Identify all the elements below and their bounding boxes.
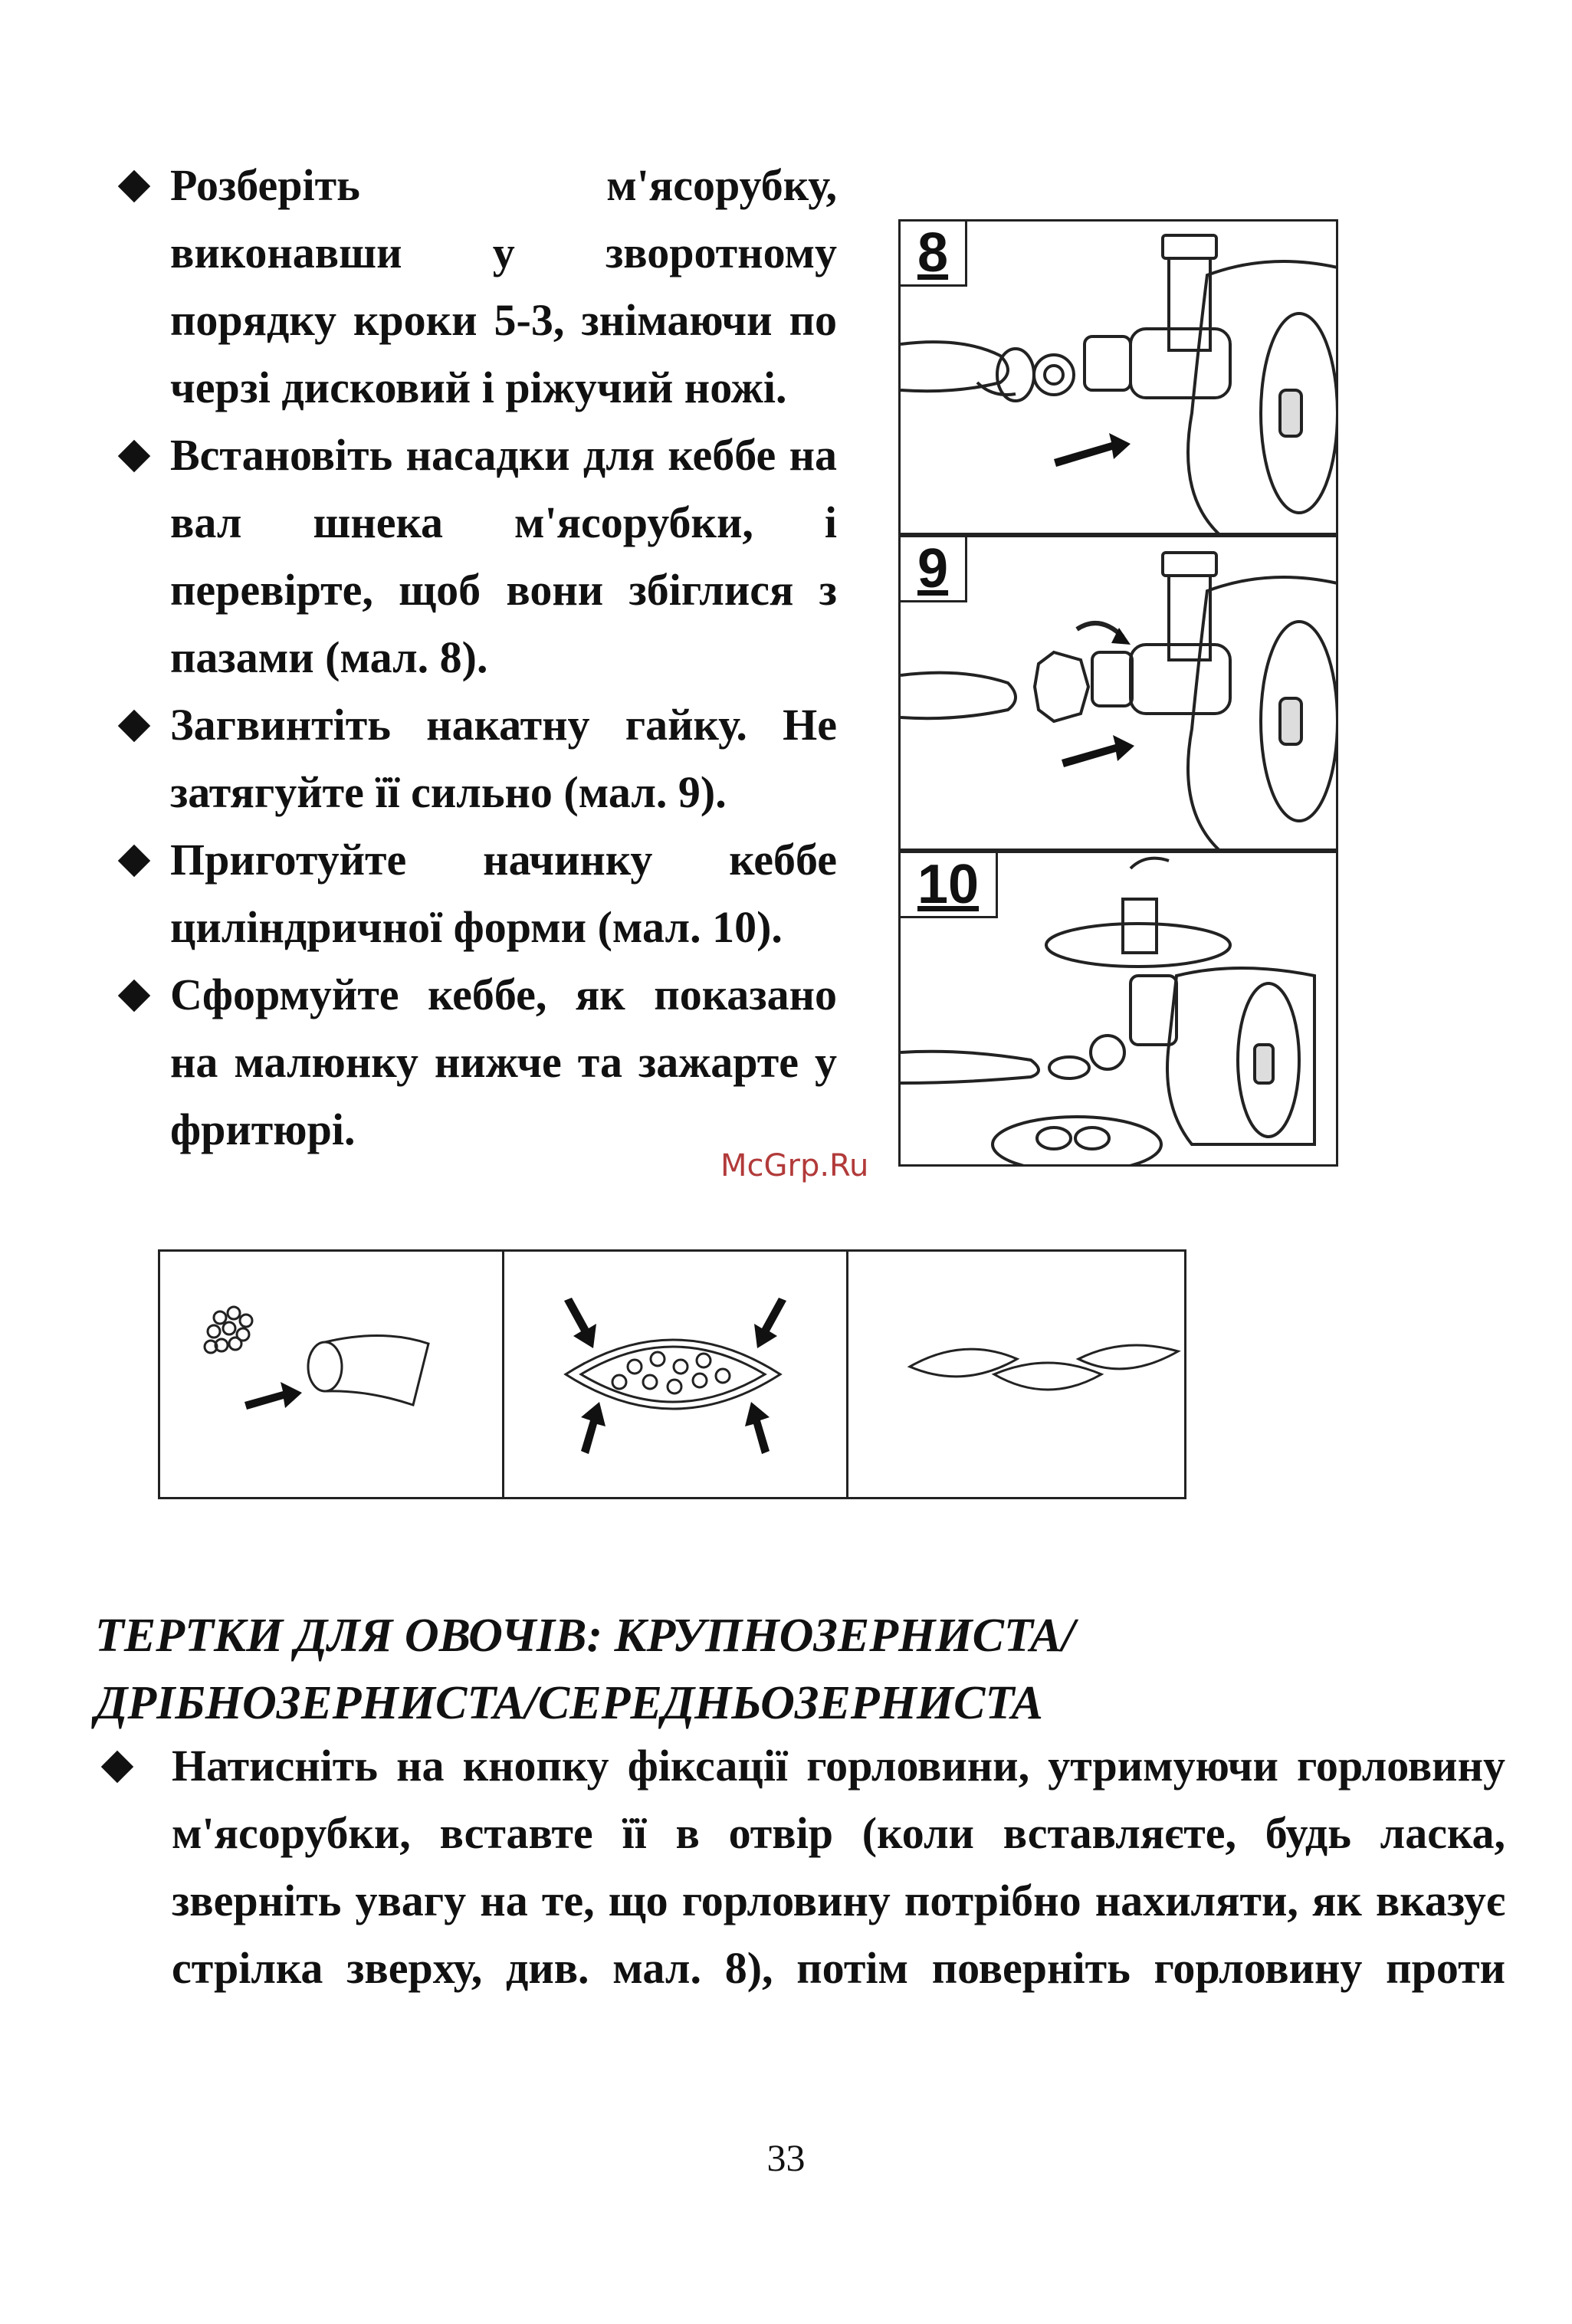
strip-cell bbox=[504, 1252, 848, 1497]
diamond-bullet-icon bbox=[118, 980, 150, 1012]
figure-number: 10 bbox=[901, 853, 998, 918]
list-item: Розберіть м'ясорубку, виконавши у зворотному порядку кроки 5-3, знімаючи по черзі дисковий і ріжучий ножі. bbox=[117, 152, 837, 422]
section-title: ТЕРТКИ ДЛЯ ОВОЧІВ: КРУПНОЗЕРНИСТА/ ДРІБНОЗЕРНИСТА/СЕРЕДНЬОЗЕРНИСТА bbox=[95, 1610, 1075, 1729]
diamond-bullet-icon bbox=[101, 1751, 133, 1783]
finished-kebbe-icon bbox=[848, 1252, 1190, 1497]
list-item: Сформуйте кеббе, як показано на малюнку нижче та зажарте у фритюрі. bbox=[117, 961, 837, 1164]
figure-10 bbox=[898, 851, 1338, 1167]
paragraph-text: Натисніть на кнопку фіксації горловини, утримуючи горловину м'ясорубки, вставте її в отвір (коли вставляєте, будь ласка, зверніть увагу на те, що горловину потрібно нахиляти, як вказує стрілка зверху, див. мал. 8), потім поверніть горловину проти bbox=[172, 1741, 1505, 1993]
kebbe-steps-strip bbox=[158, 1249, 1186, 1499]
figure-9 bbox=[898, 535, 1338, 851]
strip-cell bbox=[848, 1252, 1190, 1497]
figure-number: 9 bbox=[901, 537, 967, 602]
diamond-bullet-icon bbox=[118, 440, 150, 472]
list-item: Встановіть насадки для кеббе на вал шнека м'ясорубки, і перевірте, щоб вони збіглися з пазами (мал. 8). bbox=[117, 422, 837, 691]
diamond-bullet-icon bbox=[118, 845, 150, 877]
pinch-ends-icon bbox=[504, 1252, 846, 1497]
list-item: Приготуйте начинку кеббе циліндричної форми (мал. 10). bbox=[117, 826, 837, 961]
strip-cell bbox=[160, 1252, 504, 1497]
diamond-bullet-icon bbox=[118, 710, 150, 742]
figure-number: 8 bbox=[901, 222, 967, 287]
page-number: 33 bbox=[766, 2136, 806, 2179]
watermark: McGrp.Ru bbox=[720, 1148, 869, 1183]
stuffing-into-tube-icon bbox=[160, 1252, 502, 1497]
instruction-list bbox=[117, 152, 837, 1164]
figure-8 bbox=[898, 219, 1338, 535]
diamond-bullet-icon bbox=[118, 170, 150, 202]
list-item: Загвинтіть накатну гайку. Не затягуйте її сильно (мал. 9). bbox=[117, 691, 837, 826]
section-paragraph bbox=[95, 1732, 1505, 2002]
